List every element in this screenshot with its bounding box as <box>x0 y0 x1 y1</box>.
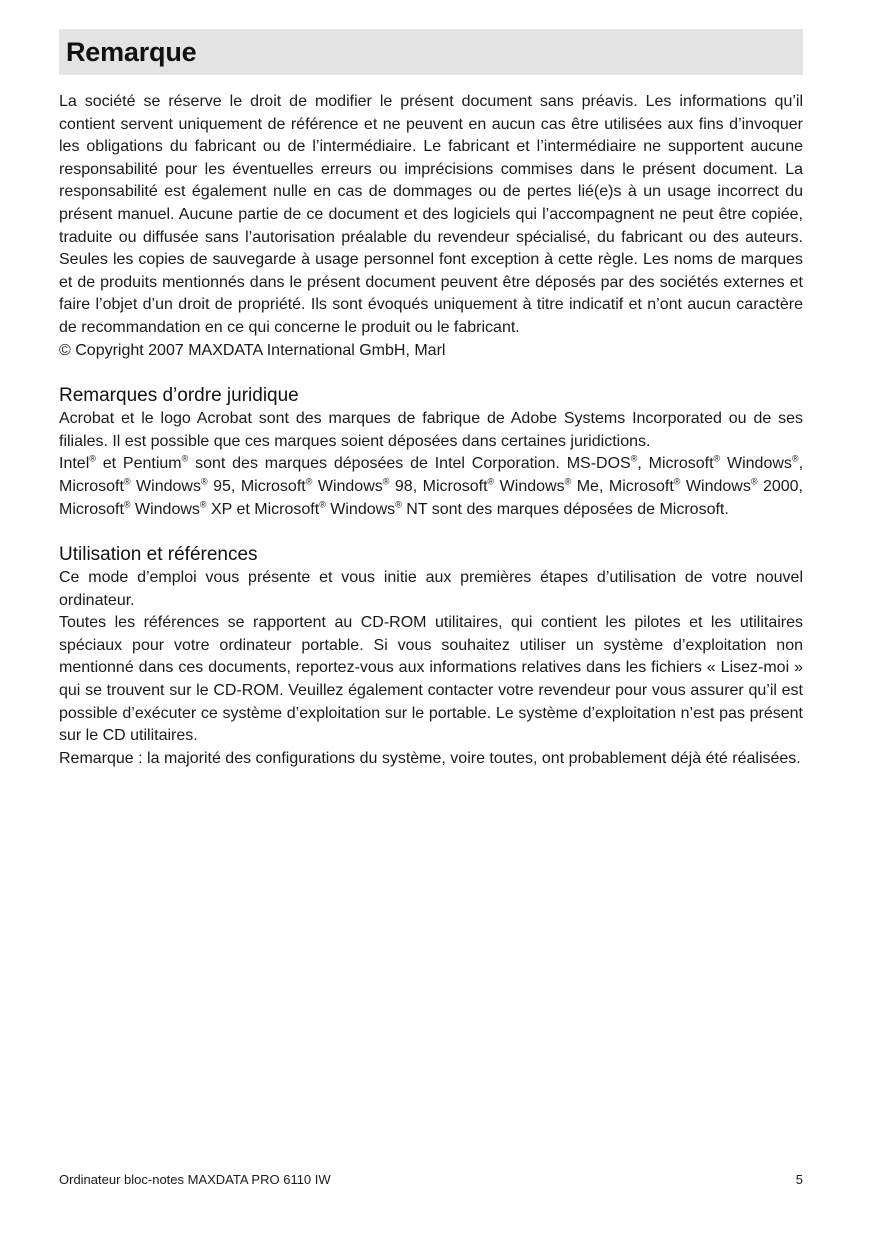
trademark-text: Windows <box>494 477 565 495</box>
registered-mark: ® <box>305 476 313 487</box>
registered-mark: ® <box>791 453 799 464</box>
acrobat-trademark-paragraph: Acrobat et le logo Acrobat sont des marques de fabrique de Adobe Systems Incorporated ou de ses filiales. Il est possible que ces marques soient déposées dans certaines juridictions. <box>59 410 803 450</box>
trademark-text: et Pentium <box>95 455 182 473</box>
trademark-text: Windows <box>312 477 383 495</box>
disclaimer-section <box>59 91 803 362</box>
trademark-text: XP et Microsoft <box>206 500 320 518</box>
legal-section <box>59 408 803 521</box>
registered-mark: ® <box>199 499 207 510</box>
trademark-text: , Microsoft <box>637 455 714 473</box>
trademark-text: 95, Microsoft <box>207 477 306 495</box>
registered-mark: ® <box>123 499 131 510</box>
usage-paragraph-note: Remarque : la majorité des configurations du système, voire toutes, ont probablement déjà été réalisées. <box>59 749 801 767</box>
usage-paragraph-intro: Ce mode d’emploi vous présente et vous initie aux premières étapes d’utilisation de votre nouvel ordinateur. <box>59 569 803 609</box>
usage-section <box>59 567 803 770</box>
trademark-text: sont des marques déposées de Intel Corporation. MS-DOS <box>188 455 631 473</box>
registered-mark: ® <box>181 453 189 464</box>
trademark-text: 2000, Microsoft <box>59 477 803 518</box>
trademark-text: NT sont des marques déposées de Microsoft. <box>401 500 729 518</box>
registered-mark: ® <box>713 453 721 464</box>
usage-heading: Utilisation et références <box>59 544 258 566</box>
title-bar <box>59 29 803 75</box>
trademark-text: 98, Microsoft <box>389 477 488 495</box>
copyright-notice: © Copyright 2007 MAXDATA International GmbH, Marl <box>59 341 446 359</box>
registered-mark: ® <box>673 476 681 487</box>
trademark-text: Windows <box>325 500 396 518</box>
trademark-text: Windows <box>680 477 751 495</box>
registered-mark: ® <box>89 453 96 464</box>
intel-microsoft-trademark-paragraph <box>59 453 803 521</box>
page-number: 5 <box>795 1172 803 1187</box>
registered-mark: ® <box>123 476 131 487</box>
registered-mark: ® <box>564 476 572 487</box>
registered-mark: ® <box>200 476 208 487</box>
page-footer <box>59 1172 803 1187</box>
trademark-text: Intel <box>59 455 90 473</box>
registered-mark: ® <box>382 476 390 487</box>
trademark-text: Windows <box>130 477 201 495</box>
trademark-text: Windows <box>130 500 200 518</box>
page-title: Remarque <box>66 36 197 67</box>
document-page <box>59 29 803 770</box>
footer-product-name: Ordinateur bloc-notes MAXDATA PRO 6110 IW <box>59 1172 331 1187</box>
usage-paragraph-references: Toutes les références se rapportent au CD-ROM utilitaires, qui contient les pilotes et les utilitaires spéciaux pour votre ordinateur portable. Si vous souhaitez utiliser un système d’exploitation non mentionné dans ces documents, reportez-vous aux informations relatives dans les fichiers « Lisez-moi » qui se trouvent sur le CD-ROM. Veuillez également contacter votre revendeur pour vous assurer qu’il est possible d’exécuter ce système d’exploitation sur le portable. Le système d’exploitation n’est pas présent sur le CD utilitaires. <box>59 614 803 745</box>
disclaimer-paragraph: La société se réserve le droit de modifier le présent document sans préavis. Les informations qu’il contient servent uniquement de référence et ne peuvent en aucun cas être utilisées aux fins d’invoquer les obligations du fabricant ou de l’intermédiaire. Le fabricant et l’intermédiaire ne supportent aucune responsabilité pour les éventuelles erreurs ou imprécisions commises dans le présent document. La responsabilité est également nulle en cas de dommages ou de pertes lié(e)s à un usage incorrect du présent manuel. Aucune partie de ce document et des logiciels qui l’accompagnent ne peut être copiée, traduite ou diffusée sans l’autorisation préalable du revendeur spécialisé, du fabricant ou des auteurs. Seules les copies de sauvegarde à usage personnel font exception à cette règle. Les noms de marques et de produits mentionnés dans le présent document peuvent être déposés par des sociétés externes et faire l’objet d’un droit de propriété. Ils sont évoqués uniquement à titre indicatif et n’ont aucun caractère de recommandation en ce qui concerne le produit ou le fabricant. <box>59 93 803 336</box>
trademark-text: , Microsoft <box>59 455 804 495</box>
registered-mark: ® <box>630 453 638 464</box>
trademark-text: Me, Microsoft <box>571 477 674 495</box>
trademark-text: Windows <box>720 455 792 473</box>
registered-mark: ® <box>487 476 495 487</box>
legal-heading: Remarques d’ordre juridique <box>59 385 299 407</box>
registered-mark: ® <box>395 499 402 510</box>
registered-mark: ® <box>750 476 758 487</box>
registered-mark: ® <box>319 499 326 510</box>
